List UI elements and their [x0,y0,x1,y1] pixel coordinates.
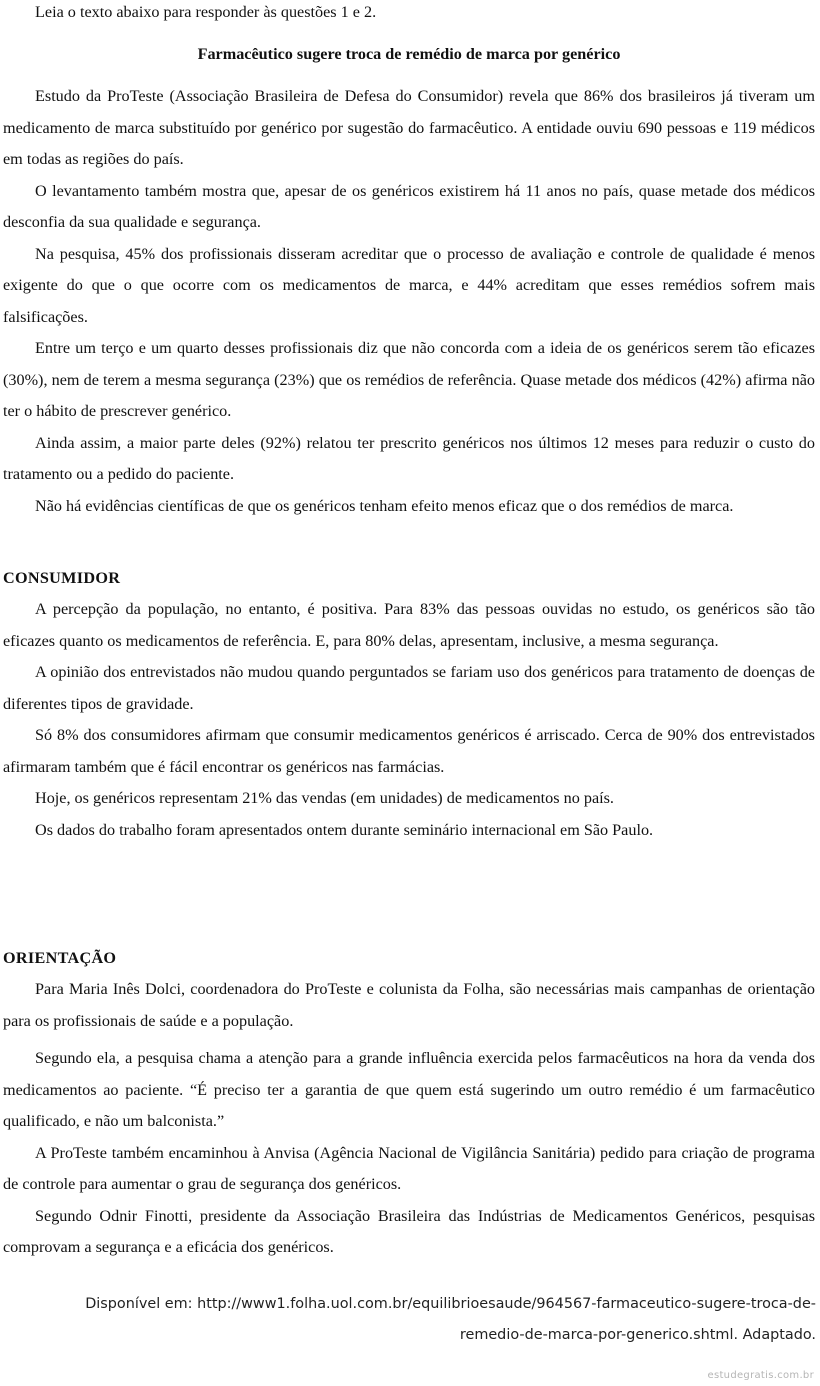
paragraph: Os dados do trabalho foram apresentados ontem durante seminário internacional em São Paulo. [35,820,654,839]
paragraph: Segundo ela, a pesquisa chama a atenção para a grande influência exercida pelos farmacêuticos na hora da venda dos medicamentos ao paciente. “É preciso ter a garantia de que quem está sugerindo um outro remédio é um farmacêutico qualificado, e não um balconista.” [3,1049,815,1130]
paragraph: Para Maria Inês Dolci, coordenadora do ProTeste e colunista da Folha, são necessárias mais campanhas de orientação para os profissionais de saúde e a população. [3,980,815,1030]
section-heading: ORIENTAÇÃO [3,949,117,967]
title-block [3,42,815,66]
paragraph: Hoje, os genéricos representam 21% das vendas (em unidades) de medicamentos no país. [35,789,614,807]
paragraph: A opinião dos entrevistados não mudou quando perguntados se fariam uso dos genéricos para tratamento de doenças de diferentes tipos de gravidade. [3,663,815,713]
paragraph: Ainda assim, a maior parte deles (92%) relatou ter prescrito genéricos nos últimos 12 meses para reduzir o custo do tratamento ou a pedido do paciente. [3,433,815,483]
paragraph: Entre um terço e um quarto desses profissionais diz que não concorda com a ideia de os genéricos serem tão eficazes (30%), nem de terem a mesma segurança (23%) que os remédios de referência. Quase metade dos médicos (42%) afirma não ter o hábito de prescrever genérico. [3,339,815,420]
intro-block [3,0,815,24]
paragraph: A ProTeste também encaminhou à Anvisa (Agência Nacional de Vigilância Sanitária) pedido para criação de programa de controle para aumentar o grau de segurança dos genéricos. [3,1143,815,1193]
paragraph: Estudo da ProTeste (Associação Brasileira de Defesa do Consumidor) revela que 86% dos brasileiros já tiveram um medicamento de marca substituído por genérico por sugestão do farmacêutico. A entidade ouviu 690 pessoas e 119 médicos em todas as regiões do país. [3,87,815,168]
consumidor-body [3,594,815,846]
section-consumidor [3,566,815,590]
orientacao-body [3,974,815,1264]
section-orientacao [3,946,815,970]
paragraph: Segundo Odnir Finotti, presidente da Associação Brasileira das Indústrias de Medicamentos Genéricos, pesquisas comprovam a segurança e a eficácia dos genéricos. [3,1206,815,1256]
source-citation [56,1289,816,1351]
article-body [3,81,815,522]
source-line: remedio-de-marca-por-generico.shtml. Adaptado. [459,1327,816,1343]
paragraph: Não há evidências científicas de que os genéricos tenham efeito menos eficaz que o dos remédios de marca. [35,496,734,515]
paragraph: A percepção da população, no entanto, é positiva. Para 83% das pessoas ouvidas no estudo, os genéricos são tão eficazes quanto os medicamentos de referência. E, para 80% delas, apresentam, inclusive, a mesma segurança. [3,600,815,650]
intro-instruction: Leia o texto abaixo para responder às questões 1 e 2. [35,3,377,21]
paragraph: O levantamento também mostra que, apesar de os genéricos existirem há 11 anos no país, quase metade dos médicos desconfia da sua qualidade e segurança. [3,181,815,231]
source-line: Disponível em: http://www1.folha.uol.com.br/equilibrioesaude/964567-farmaceutico-sugere-troca-de- [85,1296,816,1312]
site-watermark: estudegratis.com.br [707,1370,814,1381]
article-title: Farmacêutico sugere troca de remédio de marca por genérico [197,45,621,63]
section-heading: CONSUMIDOR [3,569,121,587]
paragraph: Na pesquisa, 45% dos profissionais disseram acreditar que o processo de avaliação e controle de qualidade é menos exigente do que o que ocorre com os medicamentos de marca, e 44% acreditam que esses remédios sofrem mais falsificações. [3,244,815,326]
paragraph: Só 8% dos consumidores afirmam que consumir medicamentos genéricos é arriscado. Cerca de 90% dos entrevistados afirmaram também que é fácil encontrar os genéricos nas farmácias. [3,726,815,776]
